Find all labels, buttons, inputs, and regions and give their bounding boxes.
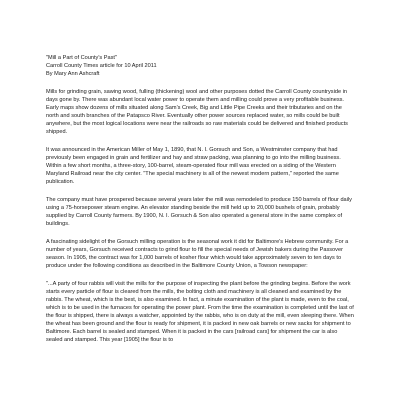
article-body: [46, 88, 354, 344]
paragraph-2: It was announced in the American Miller of May 1, 1890, that N. I. Gorsuch and Son, a Westminster company that had previously been engaged in grain and fertilizer and hay and straw packing, was planning to go into the milling business. Within a few short months, a three-story, 100-barrel, steam-operated flour mill was erected on a siding of the Western Maryland Railroad near the city center. "The special machinery is all of the newest modern pattern," reported the same publication.: [46, 147, 341, 185]
paragraph-5: "...A party of four rabbis will visit the mills for the purpose of inspecting the plant before the grinding begins. Before the work starts every particle of flour is cleared from the mills, the bolting cloth and machinery is all cleaned and examined by the rabbis. The wheat, which is the best, is also examined. In fact, a minute examination of the plant is made, even to the coal, which is to be used in the furnaces for operating the power plant. From the time the examination is completed until the last of the flour is shipped, there is always a watcher, appointed by the rabbis, who is on duty at the mill, even sleeping there. When the wheat has been ground and the flour is ready for shipment, it is packed in new oak barrels or new sacks for shipment to Baltimore. Each barrel is sealed and stamped. When it is packed in the cars [railroad cars] for shipment the car is also sealed and stamped. This year [1905] the flour is to: [46, 281, 354, 343]
article-byline: By Mary Ann Ashcraft: [46, 71, 100, 77]
article-source: Carroll County Times article for 10 April 2011: [46, 63, 157, 69]
article-header: [46, 54, 354, 78]
paragraph-1: Mills for grinding grain, sawing wood, fulling (thickening) wool and other purposes dotted the Carroll County countryside in days gone by. There was abundant local water power to operate them and milling could prove a very profitable business. Early maps show dozens of mills situated along Sam's Creek, Big and Little Pipe Creeks and their tributaries and on the north and south branches of the Patapsco River. Eventually other power sources replaced water, so mills could be built anywhere, but the most logical locations were near the railroads so raw materials could be delivered and finished products shipped.: [46, 89, 348, 135]
paragraph-3: The company must have prospered because several years later the mill was remodeled to produce 150 barrels of flour daily using a 75-horsepower steam engine. An elevator standing beside the mill held up to 20,000 bushels of grain, probably supplied by Carroll County farmers. By 1900, N. I. Gorsuch & Son also operated a general store in the same complex of buildings.: [46, 197, 352, 227]
article-title: "Mill a Part of County's Past": [46, 55, 117, 61]
paragraph-4: A fascinating sidelight of the Gorsuch milling operation is the seasonal work it did for Baltimore's Hebrew community. For a number of years, Gorsuch received contracts to grind flour to fill the special needs of Jewish bakers during the Passover season. In 1905, the contract was for 1,000 barrels of kosher flour which would take approximately seven to ten days to produce under the following conditions as described in the Baltimore County Union, a Towson newspaper:: [46, 239, 349, 269]
